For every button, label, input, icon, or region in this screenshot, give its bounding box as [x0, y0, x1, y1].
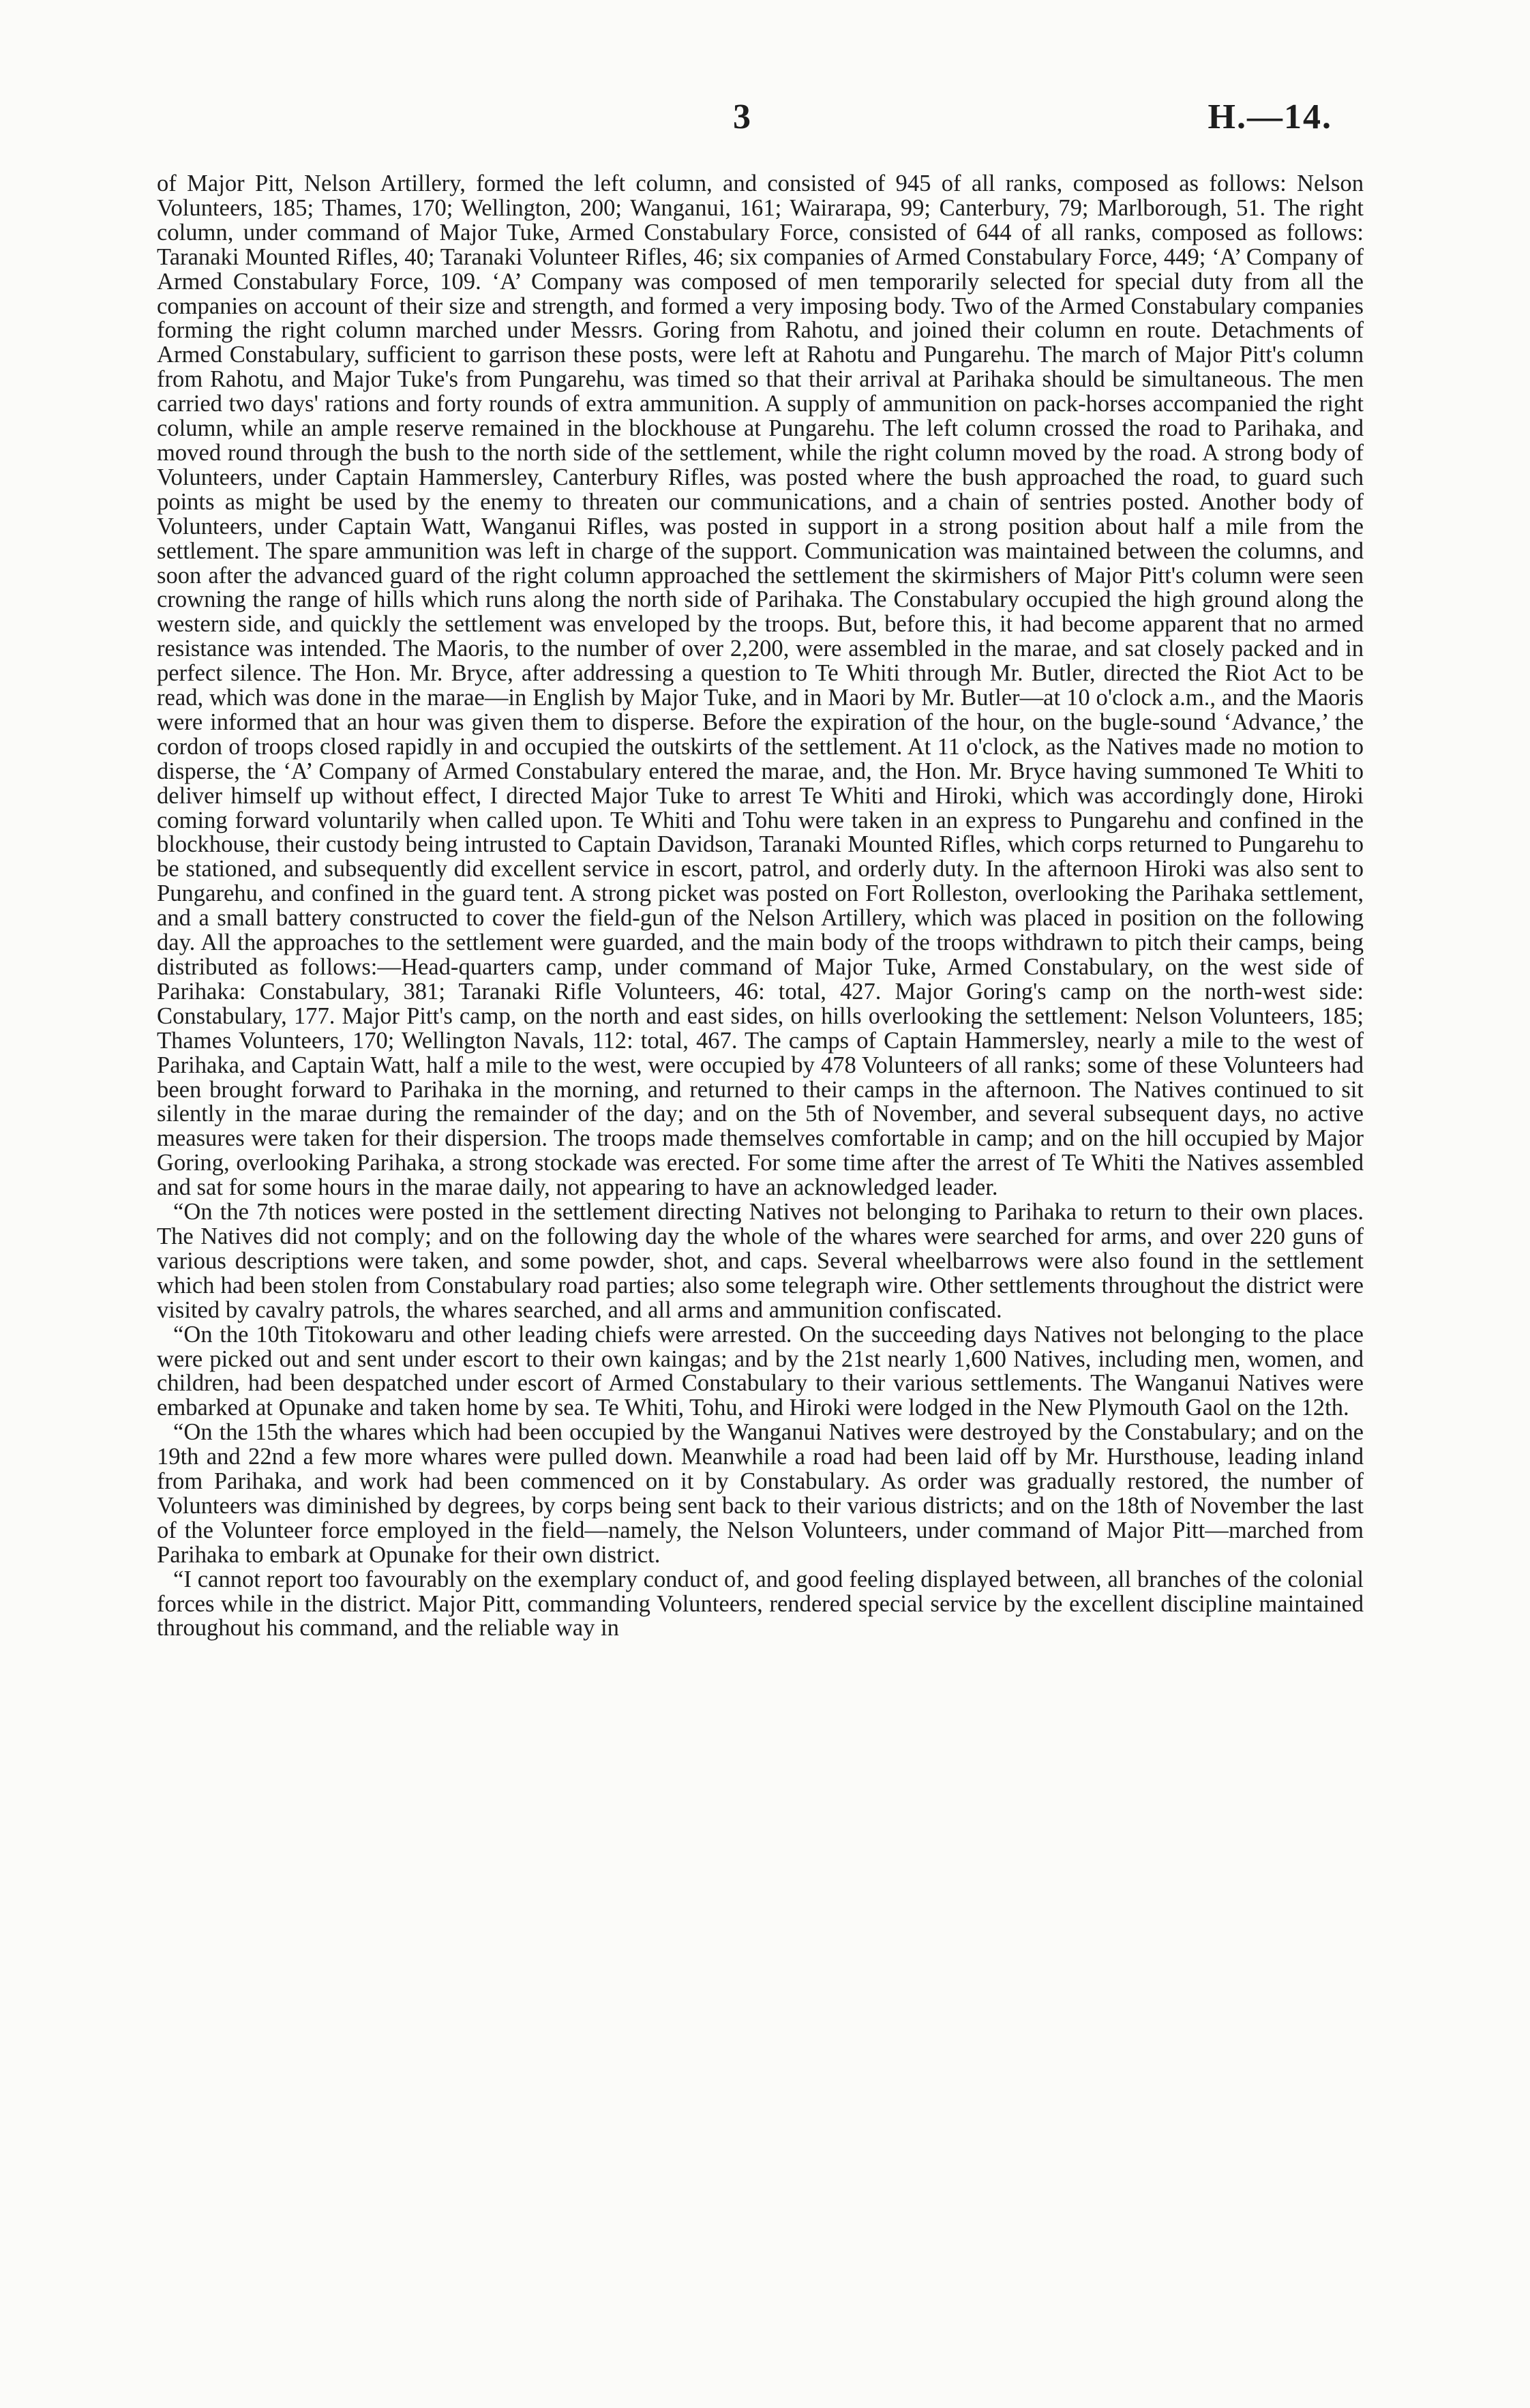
paragraph-2: “On the 7th notices were posted in the settlement directing Natives not belonging to Parihaka to return to their own places. The Natives did not comply; and on the following day the whole of the whares were searched for arms, and over 220 guns of various descriptions were taken, and some powder, shot, and caps. Several wheelbarrows were also found in the settlement which had been stolen from Constabulary road parties; also some telegraph wire. Other settlements throughout the district were visited by cavalry patrols, the whares searched, and all arms and ammunition confiscated.	[157, 1199, 1364, 1323]
document-reference: H.—14.	[1208, 98, 1332, 136]
body-text	[157, 172, 1364, 1641]
paragraph-4: “On the 15th the whares which had been occupied by the Wanganui Natives were destroyed by the Constabulary; and on the 19th and 22nd a few more whares were pulled down. Meanwhile a road had been laid off by Mr. Hursthouse, leading inland from Parihaka, and work had been commenced on it by Constabulary. As order was gradually restored, the number of Volunteers was diminished by degrees, by corps being sent back to their various districts; and on the 18th of November the last of the Volunteer force employed in the field—namely, the Nelson Volunteers, under command of Major Pitt—marched from Parihaka to embark at Opunake for their own district.	[157, 1419, 1364, 1568]
paragraph-3: “On the 10th Titokowaru and other leading chiefs were arrested. On the succeeding days Natives not belonging to the place were picked out and sent under escort to their own kaingas; and by the 21st nearly 1,600 Natives, including men, women, and children, had been despatched under escort of Armed Constabulary to their various settlements. The Wanganui Natives were embarked at Opunake and taken home by sea. Te Whiti, Tohu, and Hiroki were lodged in the New Plymouth Gaol on the 12th.	[157, 1321, 1364, 1421]
page-number: 3	[733, 98, 751, 136]
paragraph-1: of Major Pitt, Nelson Artillery, formed the left column, and consisted of 945 of all ranks, composed as follows: Nelson Volunteers, 185; Thames, 170; Wellington, 200; Wanganui, 161; Wairarapa, 99; Canterbury, 79; Marlborough, 51. The right column, under command of Major Tuke, Armed Constabulary Force, consisted of 644 of all ranks, composed as follows: Taranaki Mounted Rifles, 40; Taranaki Volunteer Rifles, 46; six companies of Armed Constabulary Force, 449; ‘A’ Company of Armed Constabulary Force, 109. ‘A’ Company was composed of men temporarily selected for special duty from all the companies on account of their size and strength, and formed a very imposing body. Two of the Armed Constabulary companies forming the right column marched under Messrs. Goring from Rahotu, and joined their column en route. Detachments of Armed Constabulary, sufficient to garrison these posts, were left at Rahotu and Pungarehu. The march of Major Pitt's column from Rahotu, and Major Tuke's from Pungarehu, was timed so that their arrival at Parihaka should be simultaneous. The men carried two days' rations and forty rounds of extra ammunition. A supply of ammunition on pack-horses accompanied the right column, while an ample reserve remained in the blockhouse at Pungarehu. The left column crossed the road to Parihaka, and moved round through the bush to the north side of the settlement, while the right column moved by the road. A strong body of Volunteers, under Captain Hammersley, Canterbury Rifles, was posted where the bush approached the road, to guard such points as might be used by the enemy to threaten our communications, and a chain of sentries posted. Another body of Volunteers, under Captain Watt, Wanganui Rifles, was posted in support in a strong position about half a mile from the settlement. The spare ammunition was left in charge of the support. Communication was maintained between the columns, and soon after the advanced guard of the right column approached the settlement the skirmishers of Major Pitt's column were seen crowning the range of hills which runs along the north side of Parihaka. The Constabulary occupied the high ground along the western side, and quickly the settlement was enveloped by the troops. But, before this, it had become apparent that no armed resistance was intended. The Maoris, to the number of over 2,200, were assembled in the marae, and sat closely packed and in perfect silence. The Hon. Mr. Bryce, after addressing a question to Te Whiti through Mr. Butler, directed the Riot Act to be read, which was done in the marae—in English by Major Tuke, and in Maori by Mr. Butler—at 10 o'clock a.m., and the Maoris were informed that an hour was given them to disperse. Before the expiration of the hour, on the bugle-sound ‘Advance,’ the cordon of troops closed rapidly in and occupied the outskirts of the settlement. At 11 o'clock, as the Natives made no motion to disperse, the ‘A’ Company of Armed Constabulary entered the marae, and, the Hon. Mr. Bryce having summoned Te Whiti to deliver himself up without effect, I directed Major Tuke to arrest Te Whiti and Hiroki, which was accordingly done, Hiroki coming forward voluntarily when called upon. Te Whiti and Tohu were taken in an express to Pungarehu and confined in the blockhouse, their custody being intrusted to Captain Davidson, Taranaki Mounted Rifles, which corps returned to Pungarehu to be stationed, and subsequently did excellent service in escort, patrol, and orderly duty. In the afternoon Hiroki was also sent to Pungarehu, and confined in the guard tent. A strong picket was posted on Fort Rolleston, overlooking the Parihaka settlement, and a small battery constructed to cover the field-gun of the Nelson Artillery, which was placed in position on the following day. All the approaches to the settlement were guarded, and the main body of the troops withdrawn to pitch their camps, being distributed as follows:—Head-quarters camp, under command of Major Tuke, Armed Constabulary, on the west side of Parihaka: Constabulary, 381; Taranaki Rifle Volunteers, 46: total, 427. Major Goring's camp on the north-west side: Constabulary, 177. Major Pitt's camp, on the north and east sides, on hills overlooking the settlement: Nelson Volunteers, 185; Thames Volunteers, 170; Wellington Navals, 112: total, 467. The camps of Captain Hammersley, nearly a mile to the west of Parihaka, and Captain Watt, half a mile to the west, were occupied by 478 Volunteers of all ranks; some of these Volunteers had been brought forward to Parihaka in the morning, and returned to their camps in the afternoon. The Natives continued to sit silently in the marae during the remainder of the day; and on the 5th of November, and several subsequent days, no active measures were taken for their dispersion. The troops made themselves comfortable in camp; and on the hill occupied by Major Goring, overlooking Parihaka, a strong stockade was erected. For some time after the arrest of Te Whiti the Natives assembled and sat for some hours in the marae daily, not appearing to have an acknowledged leader.	[157, 170, 1364, 1201]
paragraph-5: “I cannot report too favourably on the exemplary conduct of, and good feeling displayed between, all branches of the colonial forces while in the district. Major Pitt, commanding Volunteers, rendered special service by the excellent discipline maintained throughout his command, and the reliable way in	[157, 1566, 1364, 1641]
